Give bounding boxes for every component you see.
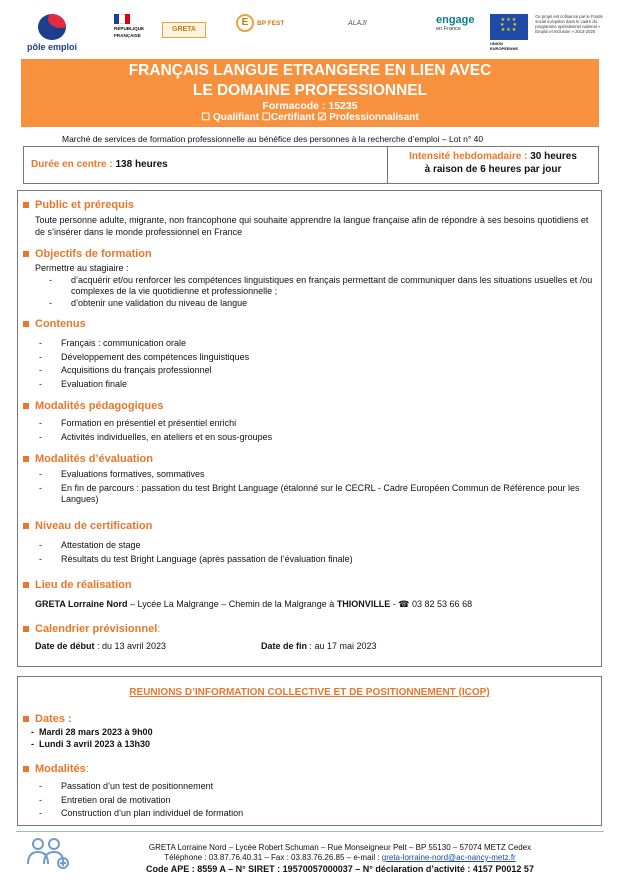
icop-modalites: Modalités : - Passation d’un test de positionnement - Entretien oral de motivation - Construction d’un plan individuel de formation: [23, 763, 595, 822]
list-item: - Entretien oral de motivation: [37, 795, 595, 807]
bullet-square-icon: [23, 321, 29, 327]
list-item: - Lundi 3 avril 2023 à 13h30: [29, 739, 595, 751]
section-pedagogiques: [23, 400, 595, 445]
list-item: - Construction d’un plan individuel de formation: [37, 808, 595, 820]
engage-logo: engage en France: [436, 14, 475, 32]
duration-centre: Durée en centre : 138 heures: [24, 147, 388, 183]
bullet-square-icon: [23, 582, 29, 588]
bullet-square-icon: [23, 626, 29, 632]
bullet-square-icon: [23, 766, 29, 772]
list-item: - Formation en présentiel et présentiel enrichi: [37, 418, 595, 430]
weekly-intensity: Intensité hebdomadaire : 30 heures à raison de 6 heures par jour: [409, 151, 577, 175]
section-heading: Public et prérequis: [35, 199, 135, 211]
section-heading: Objectifs de formation: [35, 248, 152, 260]
partner-logos: [22, 14, 608, 56]
bullet-square-icon: [23, 716, 29, 722]
section-heading: Modalités pédagogiques: [35, 400, 164, 412]
eu-cofinancing-text: Ce projet est cofinancé par le Fonds social européen dans le cadre du programme opérationnel national « Emploi et Inclusion » 2014-2020: [535, 14, 603, 34]
title-line-1: FRANÇAIS LANGUE ETRANGERE EN LIEN AVEC: [128, 62, 492, 79]
bullet-square-icon: [23, 251, 29, 257]
email-link[interactable]: greta-lorraine-nord@ac-nancy-metz.fr: [381, 853, 516, 862]
section-calendrier: Calendrier prévisionnel : Date de début : du 13 avril 2023 Date de fin : au 17 mai 2023: [23, 623, 595, 653]
section-public: [23, 199, 595, 238]
list-item: - En fin de parcours : passation du test Bright Language (étalonné sur le CECRL - Cadre Européen Commun de Référence pour les Langues): [37, 483, 595, 506]
list-item: - Acquisitions du français professionnel: [37, 365, 595, 377]
bullet-square-icon: [23, 523, 29, 529]
section-heading: Niveau de certification: [35, 520, 153, 532]
market-notice: Marché de services de formation professionnelle au bénéfice des personnes à la recherche d’emploi – Lot n° 40: [62, 134, 484, 144]
footer-legal: Code APE : 8559 A – N° SIRET : 19570057000037 – N° déclaration d’activité : 4157 P0012 57: [146, 864, 534, 874]
footer-address: GRETA Lorraine Nord – Lycée Robert Schuman – Rue Monseigneur Pelt – BP 55130 – 57074 METZ Cedex: [148, 843, 532, 852]
bullet-square-icon: [23, 403, 29, 409]
footer-divider: [16, 831, 604, 832]
section-certification: [23, 520, 595, 567]
section-evaluation: [23, 453, 595, 508]
icop-box: [17, 676, 602, 826]
training-type-options: ☐ Qualifiant ☐Certifiant ☑ Professionnalisant: [201, 112, 419, 123]
french-flag-icon: [114, 14, 130, 24]
footer-contact: [80, 843, 600, 875]
icop-dates: [23, 713, 595, 750]
bullet-square-icon: [23, 456, 29, 462]
calendrier-dates: [35, 641, 595, 653]
objectifs-intro: Permettre au stagiaire :: [35, 263, 129, 273]
start-date: Date de début : du 13 avril 2023: [35, 641, 167, 651]
list-item: - Passation d’un test de positionnement: [37, 781, 595, 793]
footer-phone: Téléphone : 03.87.76.40.31 – Fax : 03.83.76.26.85 – e-mail : greta-lorraine-nord@ac-nancy-metz.fr: [164, 853, 516, 862]
icop-title: REUNIONS D’INFORMATION COLLECTIVE ET DE POSITIONNEMENT (ICOP): [129, 687, 490, 698]
section-heading: Modalités d’évaluation: [35, 453, 153, 465]
pole-emploi-logo: pôle emploi: [22, 14, 82, 52]
list-item: - d’obtenir une validation du niveau de langue: [47, 298, 595, 310]
section-heading: Dates :: [35, 713, 72, 725]
list-item: - Evaluations formatives, sommatives: [37, 469, 595, 481]
section-heading: Lieu de réalisation: [35, 579, 132, 591]
list-item: - Français : communication orale: [37, 338, 595, 350]
republique-francaise-logo: [114, 14, 158, 39]
section-heading: Contenus: [35, 318, 86, 330]
section-heading: Calendrier prévisionnel: [35, 623, 158, 635]
section-lieu: [23, 579, 595, 611]
eu-logo: ★★★ ★ ★ ★★★ UNION EUROPÉENNE Ce projet est cofinancé par le Fonds social européen dans le cadre du programme opérationnel national « Emploi et Inclusion » 2014-2020: [490, 14, 608, 51]
list-item: - Mardi 28 mars 2023 à 9h00: [29, 727, 595, 739]
end-date: Date de fin : au 17 mai 2023: [261, 641, 377, 651]
greta-logo: GRETA: [162, 22, 206, 38]
republique-text-2: FRANÇAISE: [114, 33, 141, 39]
list-item: - Attestation de stage: [37, 540, 595, 552]
bullet-square-icon: [23, 202, 29, 208]
title-banner: [21, 59, 599, 127]
public-text: Toute personne adulte, migrante, non francophone qui souhaite apprendre la langue française afin de répondre à ses besoins quotidiens et de s’insérer dans le monde professionnel en France: [35, 215, 589, 237]
republique-text-1: RÉPUBLIQUE: [114, 26, 145, 31]
eu-flag-icon: ★★★ ★ ★ ★★★: [490, 14, 528, 40]
section-heading: Modalités: [35, 763, 86, 775]
section-contenus: [23, 318, 595, 392]
formacode: Formacode : 15235: [262, 100, 358, 112]
list-item: - Activités individuelles, en ateliers et en sous-groupes: [37, 432, 595, 444]
list-item: - Développement des compétences linguistiques: [37, 352, 595, 364]
list-item: - Evaluation finale: [37, 379, 595, 391]
training-details: [17, 190, 602, 667]
people-icon: [26, 836, 70, 870]
lieu-address: GRETA Lorraine Nord – Lycée La Malgrange – Chemin de la Malgrange à THIONVILLE - ☎ 03 82 53 66 68: [35, 599, 473, 609]
section-objectifs: [23, 248, 595, 309]
list-item: - Résultats du test Bright Language (après passation de l’évaluation finale): [37, 554, 595, 566]
pole-emploi-icon: [38, 14, 66, 40]
title-line-2: LE DOMAINE PROFESSIONNEL: [192, 82, 428, 99]
list-item: - d’acquérir et/ou renforcer les compétences linguistiques en français permettant de communiquer dans les situations usuelles et /ou complexes de la vie quotidienne et professionnelle ;: [47, 275, 595, 298]
alaji-logo: ALAJI: [348, 20, 367, 27]
bp-fest-logo: E BP FEST: [236, 14, 316, 32]
duration-box: [23, 146, 599, 184]
bp-fest-icon: E: [236, 14, 254, 32]
